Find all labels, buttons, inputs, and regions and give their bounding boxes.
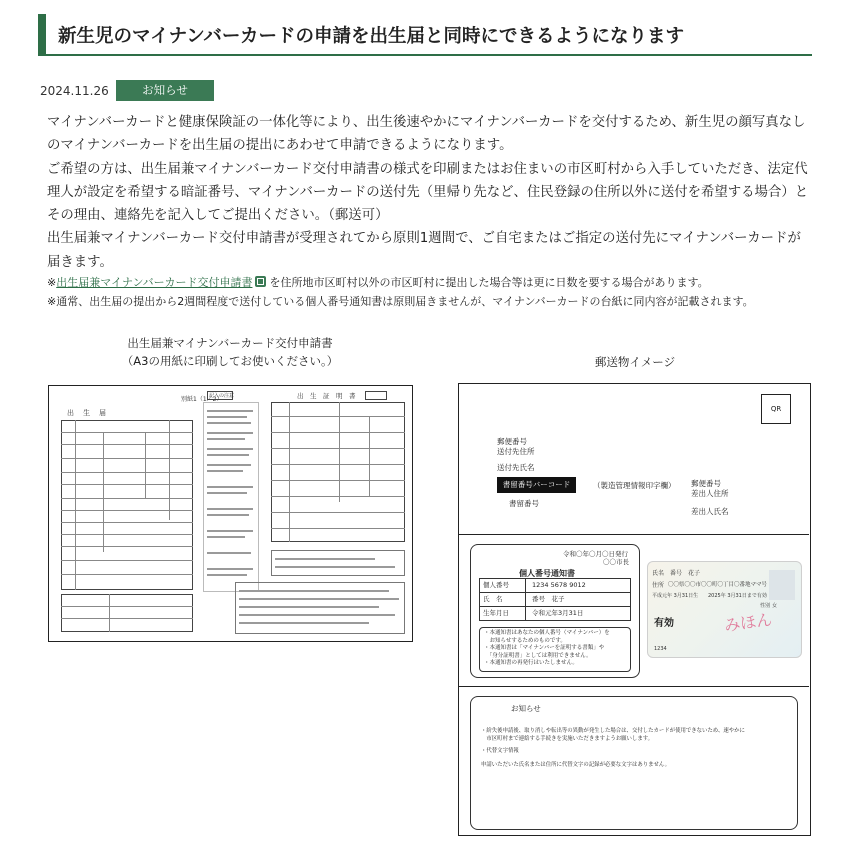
mail-image bbox=[458, 383, 811, 836]
notice-row: 生年月日 令和元年3月31日 bbox=[480, 607, 630, 620]
card-sample-sign: みほん bbox=[723, 609, 774, 636]
note-1: ※出生届兼マイナンバーカード交付申請書 を住所地市区町村以外の市区町村に提出した場合等は更に日数を要する場合があります。 bbox=[47, 276, 709, 289]
notice-row: 氏 名 番号 花子 bbox=[480, 593, 630, 607]
number-notice: 令和〇年〇月〇日発行 〇〇市長 個人番号通知書 個人番号 1234 5678 9012 氏 名 番号 花子 生年月日 令和元年3月31日 ・本通知書はあなたの個人番号（マイナンバー）を お知らせするためのものです。 ・本通知書は「マイナンバーを証明する書類」や 「身分証明書」としては利用できません。 ・本通知書の再発行はいたしません。 bbox=[470, 544, 640, 678]
qr-code: QR bbox=[761, 394, 791, 424]
barcode: 書留番号バーコード bbox=[497, 477, 576, 493]
pdf-icon[interactable] bbox=[255, 276, 266, 287]
mail-caption: 郵送物イメージ bbox=[594, 355, 676, 369]
card-photo bbox=[769, 570, 795, 600]
notice-row: 個人番号 1234 5678 9012 bbox=[480, 579, 630, 593]
application-form-link[interactable]: 出生届兼マイナンバーカード交付申請書 bbox=[56, 276, 253, 289]
page-title: 新生児のマイナンバーカードの申請を出生届と同時にできるようになります bbox=[58, 26, 685, 47]
title-accent bbox=[38, 14, 46, 54]
notice-cautions: ・本通知書はあなたの個人番号（マイナンバー）を お知らせするためのものです。 ・本通知書は「マイナンバーを証明する書類」や 「身分証明書」としては利用できません。 ・本通知書の再発行はいたしません。 bbox=[479, 627, 631, 672]
osirase-box: お知らせ ・紛失後申請後、取り消しや転出等の異動が発生した場合は、交付したカードが使用できないため、速やかに 市区町村まで連絡する手続きを実施いただきますようお願いします。 ・代替文字情報 申請いただいた氏名または住所に代替文字の記録が必要な文字はありません。 bbox=[470, 696, 798, 830]
body-paragraph-2: ご希望の方は、出生届兼マイナンバーカード交付申請書の様式を印刷またはお住まいの市区町村から入手していただき、法定代理人が設定を希望する暗証番号、マイナンバーカードの送付先（里帰り先など、住民登録の住所以外に送付を希望する場合）とその理由、連絡先を記入してご提出ください。（郵送可） bbox=[47, 161, 809, 224]
body-paragraph-1: マイナンバーカードと健康保険証の一体化等により、出生後速やかにマイナンバーカードを交付するため、新生児の顔写真なしのマイナンバーカードを出生届の提出にあわせて申請できるようになります。 bbox=[47, 115, 806, 154]
body-paragraph-3: 出生届兼マイナンバーカード交付申請書が受理されてから原則1週間で、ご自宅またはご指定の送付先にマイナンバーカードが届きます。 bbox=[47, 231, 801, 270]
form-image: 別紙1（1／2） 記入の注意 出 生 届 出 生 証 明 書 bbox=[48, 385, 413, 642]
note-2: ※通常、出生届の提出から2週間程度で送付している個人番号通知書は原則届きませんが、マイナンバーカードの台紙に同内容が記載されます。 bbox=[47, 295, 754, 308]
card-valid-mark: 有効 bbox=[654, 618, 674, 629]
category-badge[interactable]: お知らせ bbox=[116, 80, 214, 101]
envelope-section: QR 郵便番号 送付先住所 送付先氏名 書留番号バーコード （製造管理情報印字欄） 書留番号 郵便番号 差出人住所 差出人氏名 bbox=[459, 384, 809, 535]
form-caption: 出生届兼マイナンバーカード交付申請書 （A3の用紙に印刷してお使いください。） bbox=[121, 336, 339, 368]
page-title-bar bbox=[38, 14, 812, 56]
article-body bbox=[47, 111, 811, 274]
my-number-card: 氏名 番号 花子 住所 〇〇県〇〇市〇〇町〇丁目〇番地ママ号 平成元年 3月31日生 2025年 3月31日まで有効 性別 女 有効 みほん 1234 bbox=[647, 561, 802, 658]
notice-table bbox=[479, 578, 631, 621]
post-date: 2024.11.26 bbox=[40, 84, 109, 98]
